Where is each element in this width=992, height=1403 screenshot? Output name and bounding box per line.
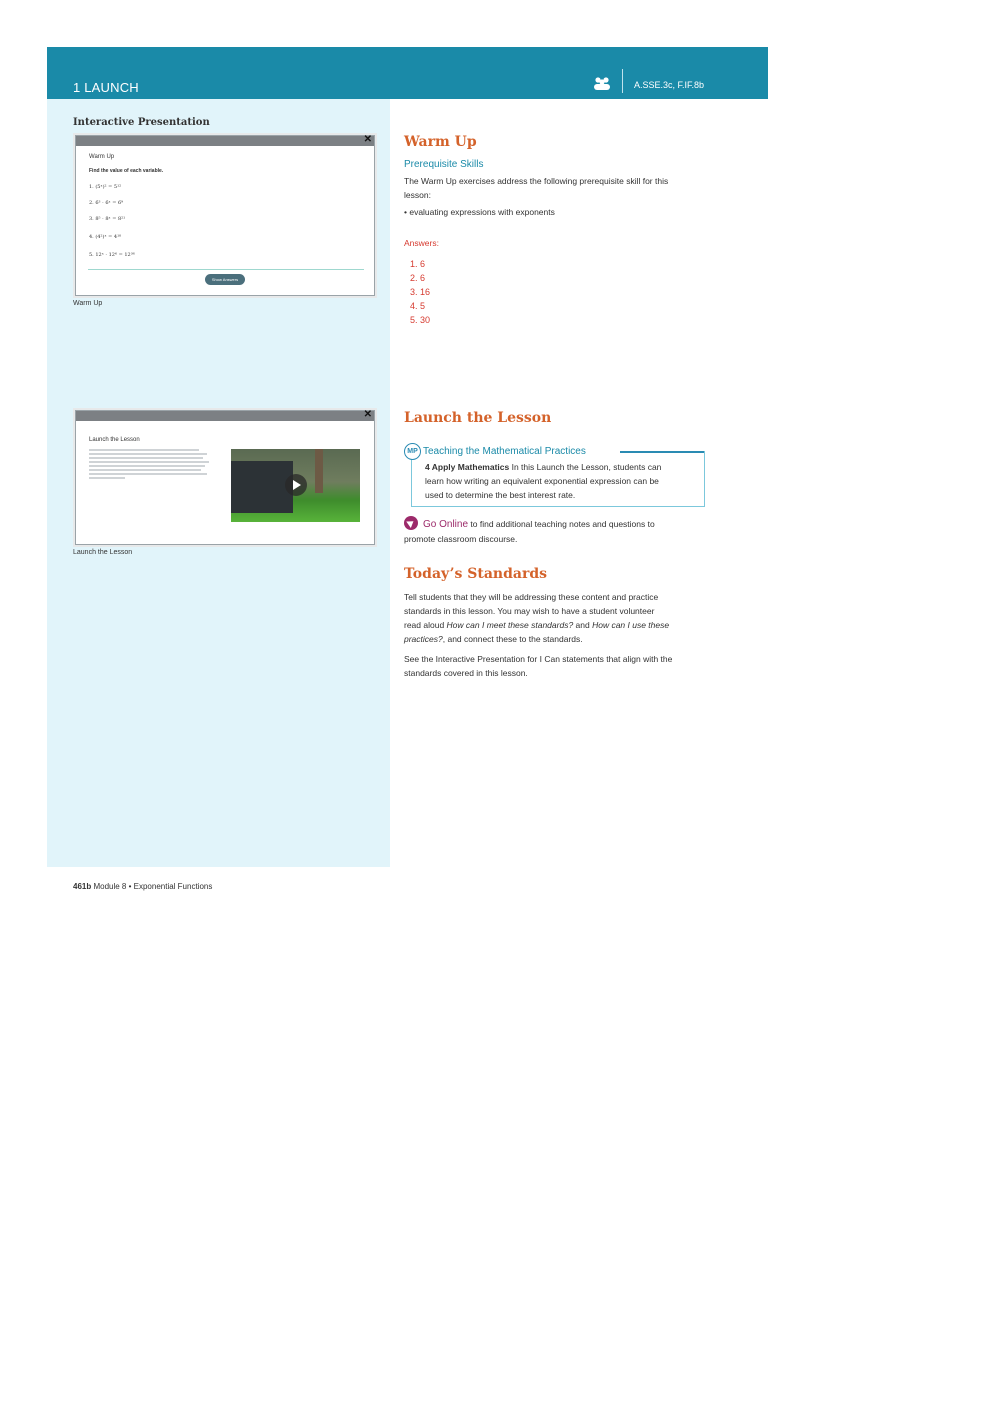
- standards-text-line: [404, 618, 669, 632]
- answer-item: 1. 6: [410, 259, 426, 269]
- answer-item: 4. 5: [410, 301, 426, 311]
- standards-text-line: [404, 632, 583, 646]
- warmup-screenshot[interactable]: [75, 135, 375, 296]
- warmup-shot-item: 4. (4²)ˣ = 4¹⁰: [89, 234, 122, 240]
- launch-shot-heading: Launch the Lesson: [89, 437, 140, 443]
- standards-text-line: standards in this lesson. You may wish to have a student volunteer: [404, 606, 655, 616]
- answers-label: Answers:: [404, 238, 439, 248]
- mailbox-shape: [231, 461, 293, 513]
- launch-shot-text-line: [89, 469, 201, 471]
- standards-text-line: See the Interactive Presentation for I Can statements that align with the: [404, 654, 673, 664]
- warmup-shot-caption: Warm Up: [73, 300, 103, 307]
- go-online-text: to find additional teaching notes and questions to: [468, 519, 655, 529]
- go-online-link[interactable]: Go Online: [423, 519, 469, 530]
- group-icon: [593, 75, 611, 91]
- tree-trunk: [315, 449, 323, 493]
- footer-separator: •: [126, 882, 134, 891]
- footer-topic: Exponential Functions: [133, 882, 213, 891]
- mp-icon: MP: [404, 443, 421, 460]
- warmup-shot-item: 5. 12ˣ · 12⁶ = 12³⁶: [89, 252, 135, 258]
- standards-text: , and connect these to the standards.: [442, 634, 583, 644]
- warmup-shot-instruction: Find the value of each variable.: [89, 168, 164, 174]
- warmup-shot-divider: [88, 269, 364, 270]
- launch-shot-text-line: [89, 477, 125, 479]
- close-icon[interactable]: ✕: [363, 409, 372, 420]
- warmup-shot-item: 1. (5ˣ)² = 5¹²: [89, 184, 122, 190]
- launch-screenshot[interactable]: [75, 410, 375, 545]
- answer-item: 5. 30: [410, 315, 431, 325]
- standards-question: How can I meet these standards?: [446, 620, 574, 630]
- header-divider: [622, 69, 623, 93]
- video-thumbnail[interactable]: [231, 449, 360, 522]
- answer-item: 2. 6: [410, 273, 426, 283]
- standards-heading: Today’s Standards: [404, 566, 548, 582]
- launch-shot-text-line: [89, 473, 207, 475]
- section-label: 1 LAUNCH: [73, 80, 139, 95]
- answer-item: 3. 16: [410, 287, 431, 297]
- screenshot-titlebar: [76, 411, 374, 421]
- go-online-icon[interactable]: [404, 516, 418, 530]
- mp-text-line: used to determine the best interest rate.: [425, 490, 576, 500]
- interactive-presentation-title: Interactive Presentation: [73, 117, 210, 128]
- standards-code: A.SSE.3c, F.IF.8b: [634, 80, 705, 90]
- prerequisite-skills-subheading: Prerequisite Skills: [404, 159, 484, 170]
- show-answers-button[interactable]: Show Answers: [205, 274, 245, 285]
- launch-shot-text-line: [89, 457, 203, 459]
- warmup-shot-item: 2. 6³ · 6ˣ = 6⁹: [89, 200, 124, 206]
- mp-text-line: learn how writing an equivalent exponential expression can be: [425, 476, 659, 486]
- mp-text-line: [425, 460, 661, 474]
- launch-shot-text-line: [89, 461, 209, 463]
- standards-question: practices?: [404, 634, 443, 644]
- warmup-shot-heading: Warm Up: [89, 154, 115, 160]
- standards-text-line: standards covered in this lesson.: [404, 668, 528, 678]
- warmup-bullet: • evaluating expressions with exponents: [404, 207, 555, 217]
- play-icon[interactable]: [285, 474, 307, 496]
- launch-shot-text-line: [89, 449, 199, 451]
- standards-text: read aloud: [404, 620, 447, 630]
- go-online-line: [423, 517, 655, 532]
- warmup-text-line: The Warm Up exercises address the following prerequisite skill for this: [404, 176, 669, 186]
- footer-module: Module 8: [93, 882, 127, 891]
- go-online-line: promote classroom discourse.: [404, 534, 518, 544]
- page-footer: [73, 882, 212, 891]
- mp-text: In this Launch the Lesson, students can: [509, 462, 662, 472]
- launch-shot-text-line: [89, 465, 205, 467]
- mp-callout-title: Teaching the Mathematical Practices: [423, 446, 590, 457]
- header-band: [47, 47, 768, 99]
- standards-text-line: Tell students that they will be addressing these content and practice: [404, 592, 659, 602]
- warmup-heading: Warm Up: [404, 134, 477, 150]
- screenshot-titlebar: [76, 136, 374, 146]
- launch-shot-text-line: [89, 453, 207, 455]
- standards-question: How can I use these: [592, 620, 670, 630]
- page-number: 461b: [73, 882, 92, 891]
- mp-callout-topline: [620, 451, 704, 453]
- warmup-text-line: lesson:: [404, 190, 431, 200]
- standards-text: and: [573, 620, 593, 630]
- launch-heading: Launch the Lesson: [404, 410, 552, 426]
- warmup-shot-item: 3. 8⁵ · 8ˣ = 8²¹: [89, 216, 126, 222]
- close-icon[interactable]: ✕: [363, 134, 372, 145]
- mp-bold-label: 4 Apply Mathematics: [425, 462, 510, 472]
- launch-shot-caption: Launch the Lesson: [73, 549, 133, 556]
